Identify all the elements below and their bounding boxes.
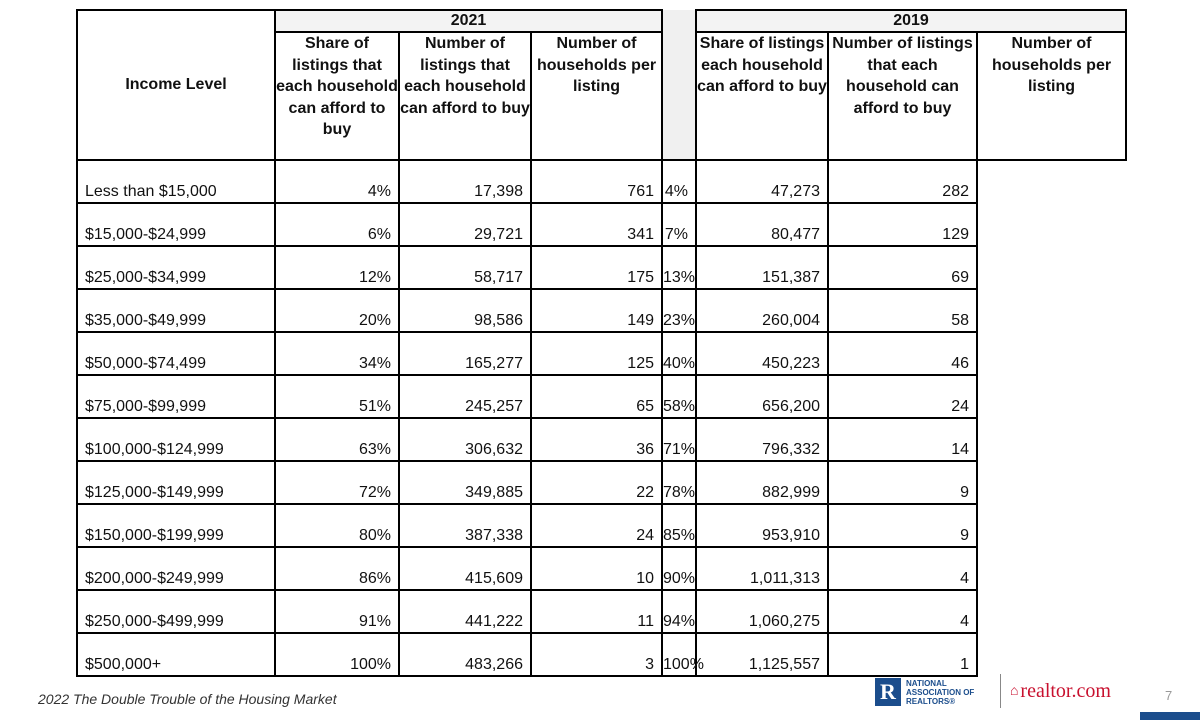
share-2019-cell: 13% <box>662 246 696 289</box>
number-2019-header: Number of listings that each household can afford to buy <box>828 32 977 160</box>
households-2019-cell: 69 <box>828 246 977 289</box>
income-cell: $250,000-$499,999 <box>77 590 275 633</box>
table-row <box>77 461 1126 504</box>
table-row <box>77 289 1126 332</box>
share-2021-cell: 4% <box>275 160 399 203</box>
households-2021-cell: 175 <box>531 246 662 289</box>
share-2021-header: Share of listings that each household can afford to buy <box>275 32 399 160</box>
households-2019-cell: 14 <box>828 418 977 461</box>
nar-wordmark <box>906 679 974 706</box>
number-2019-cell: 450,223 <box>696 332 828 375</box>
corner-accent-bar <box>1140 712 1200 720</box>
table-row <box>77 418 1126 461</box>
nar-line: REALTORS® <box>906 696 956 706</box>
households-2021-cell: 10 <box>531 547 662 590</box>
share-2021-cell: 91% <box>275 590 399 633</box>
households-2021-cell: 11 <box>531 590 662 633</box>
table-row <box>77 547 1126 590</box>
share-2019-cell: 23% <box>662 289 696 332</box>
share-2019-cell: 40% <box>662 332 696 375</box>
number-2021-cell: 29,721 <box>399 203 531 246</box>
share-2021-cell: 80% <box>275 504 399 547</box>
year-2021-header: 2021 <box>275 10 662 32</box>
number-2021-cell: 306,632 <box>399 418 531 461</box>
realtor-com-logo <box>1010 680 1111 703</box>
income-cell: $35,000-$49,999 <box>77 289 275 332</box>
number-2021-cell: 58,717 <box>399 246 531 289</box>
table-row <box>77 332 1126 375</box>
number-2019-cell: 151,387 <box>696 246 828 289</box>
households-2021-cell: 341 <box>531 203 662 246</box>
share-2021-cell: 72% <box>275 461 399 504</box>
households-2019-cell: 282 <box>828 160 977 203</box>
number-2019-cell: 656,200 <box>696 375 828 418</box>
share-2019-cell: 85% <box>662 504 696 547</box>
realtor-wordmark: realtor.com <box>1020 680 1111 702</box>
year-header-row <box>77 10 1126 32</box>
income-cell: $50,000-$74,499 <box>77 332 275 375</box>
number-2019-cell: 1,060,275 <box>696 590 828 633</box>
income-cell: $125,000-$149,999 <box>77 461 275 504</box>
share-2021-cell: 63% <box>275 418 399 461</box>
income-cell: $75,000-$99,999 <box>77 375 275 418</box>
number-2021-cell: 17,398 <box>399 160 531 203</box>
share-2021-cell: 6% <box>275 203 399 246</box>
column-gap <box>662 10 696 160</box>
households-2021-cell: 24 <box>531 504 662 547</box>
number-2019-cell: 882,999 <box>696 461 828 504</box>
share-2019-header: Share of listings each household can afford to buy <box>696 32 828 160</box>
share-2019-cell: 71% <box>662 418 696 461</box>
households-2021-cell: 761 <box>531 160 662 203</box>
share-2021-cell: 51% <box>275 375 399 418</box>
number-2019-cell: 47,273 <box>696 160 828 203</box>
number-2021-cell: 483,266 <box>399 633 531 676</box>
households-2019-cell: 9 <box>828 461 977 504</box>
number-2021-cell: 165,277 <box>399 332 531 375</box>
share-2021-cell: 12% <box>275 246 399 289</box>
households-2021-cell: 149 <box>531 289 662 332</box>
table-row <box>77 504 1126 547</box>
income-cell: Less than $15,000 <box>77 160 275 203</box>
number-2021-cell: 387,338 <box>399 504 531 547</box>
number-2019-cell: 796,332 <box>696 418 828 461</box>
share-2021-cell: 100% <box>275 633 399 676</box>
table-row <box>77 246 1126 289</box>
table-row <box>77 203 1126 246</box>
logo-divider <box>1000 674 1001 708</box>
number-2019-cell: 260,004 <box>696 289 828 332</box>
share-2019-cell: 7% <box>662 203 696 246</box>
table-row <box>77 375 1126 418</box>
number-2021-cell: 415,609 <box>399 547 531 590</box>
households-2021-cell: 3 <box>531 633 662 676</box>
number-2019-cell: 1,125,557 <box>696 633 828 676</box>
households-2021-cell: 125 <box>531 332 662 375</box>
households-2019-cell: 9 <box>828 504 977 547</box>
share-2019-cell: 4% <box>662 160 696 203</box>
households-2021-header: Number of households per listing <box>531 32 662 160</box>
number-2019-cell: 1,011,313 <box>696 547 828 590</box>
households-2019-cell: 4 <box>828 547 977 590</box>
number-2019-cell: 80,477 <box>696 203 828 246</box>
income-cell: $150,000-$199,999 <box>77 504 275 547</box>
nar-logo <box>875 676 974 708</box>
year-2019-header: 2019 <box>696 10 1126 32</box>
share-2021-cell: 34% <box>275 332 399 375</box>
nar-mark-icon: R <box>875 678 901 706</box>
table-row <box>77 160 1126 203</box>
income-cell: $15,000-$24,999 <box>77 203 275 246</box>
households-2019-cell: 46 <box>828 332 977 375</box>
nar-line: ASSOCIATION OF <box>906 687 975 697</box>
households-2019-cell: 24 <box>828 375 977 418</box>
income-cell: $200,000-$249,999 <box>77 547 275 590</box>
table-row <box>77 590 1126 633</box>
number-2019-cell: 953,910 <box>696 504 828 547</box>
number-2021-header: Number of listings that each household can afford to buy <box>399 32 531 160</box>
number-2021-cell: 441,222 <box>399 590 531 633</box>
nar-line: NATIONAL <box>906 678 947 688</box>
households-2019-header: Number of households per listing <box>977 32 1126 160</box>
share-2019-cell: 100% <box>662 633 696 676</box>
share-2019-cell: 90% <box>662 547 696 590</box>
share-2021-cell: 86% <box>275 547 399 590</box>
income-cell: $500,000+ <box>77 633 275 676</box>
households-2019-cell: 129 <box>828 203 977 246</box>
share-2019-cell: 58% <box>662 375 696 418</box>
share-2019-cell: 78% <box>662 461 696 504</box>
households-2021-cell: 36 <box>531 418 662 461</box>
share-2019-cell: 94% <box>662 590 696 633</box>
income-level-header: Income Level <box>77 10 275 160</box>
households-2019-cell: 58 <box>828 289 977 332</box>
affordability-table <box>76 9 1127 677</box>
number-2021-cell: 349,885 <box>399 461 531 504</box>
footer-title: 2022 The Double Trouble of the Housing Market <box>38 691 337 707</box>
households-2021-cell: 22 <box>531 461 662 504</box>
table-row <box>77 633 1126 676</box>
households-2019-cell: 1 <box>828 633 977 676</box>
share-2021-cell: 20% <box>275 289 399 332</box>
households-2021-cell: 65 <box>531 375 662 418</box>
page-number: 7 <box>1165 688 1173 703</box>
income-cell: $100,000-$124,999 <box>77 418 275 461</box>
number-2021-cell: 98,586 <box>399 289 531 332</box>
number-2021-cell: 245,257 <box>399 375 531 418</box>
households-2019-cell: 4 <box>828 590 977 633</box>
income-cell: $25,000-$34,999 <box>77 246 275 289</box>
house-icon: ⌂ <box>1010 683 1019 699</box>
